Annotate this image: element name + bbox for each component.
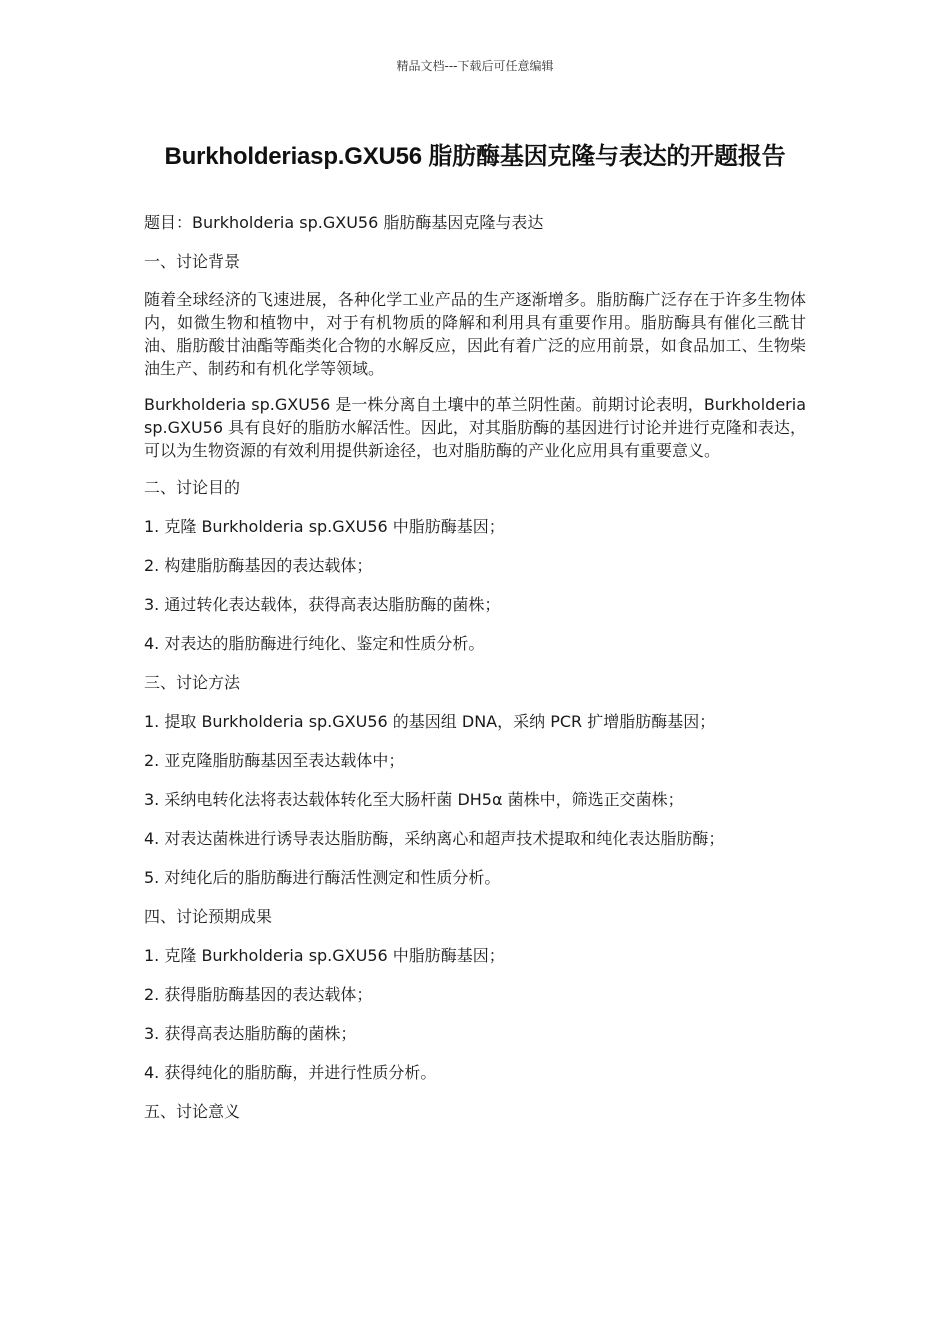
purpose-item: 2. 构建脂肪酶基因的表达载体； [144, 556, 373, 575]
page-header-watermark: 精品文档---下载后可任意编辑 [396, 59, 554, 73]
result-item: 3. 获得高表达脂肪酶的菌株； [144, 1024, 357, 1043]
section-heading-significance: 五、讨论意义 [144, 1102, 241, 1121]
purpose-item: 1. 克隆 Burkholderia sp.GXU56 中脂肪酶基因； [144, 517, 505, 536]
purpose-item: 3. 通过转化表达载体，获得高表达脂肪酶的菌株； [144, 595, 501, 614]
subject-line: 题目：Burkholderia sp.GXU56 脂肪酶基因克隆与表达 [144, 213, 544, 232]
purpose-item: 4. 对表达的脂肪酶进行纯化、鉴定和性质分析。 [144, 634, 485, 653]
section-heading-background: 一、讨论背景 [144, 252, 241, 271]
document-body [144, 210, 806, 1138]
section-heading-methods: 三、讨论方法 [144, 673, 241, 692]
result-item: 1. 克隆 Burkholderia sp.GXU56 中脂肪酶基因； [144, 946, 505, 965]
background-paragraph: Burkholderia sp.GXU56 是一株分离自土壤中的革兰阴性菌。前期讨论表明，Burkholderia sp.GXU56 具有良好的脂肪水解活性。因此，对其脂肪酶的基因进行讨论并进行克隆和表达，可以为生物资源的有效利用提供新途径，也对脂肪酶的产业化应用具有重要意义。 [144, 395, 806, 460]
document-title: Burkholderiasp.GXU56 脂肪酶基因克隆与表达的开题报告 [164, 143, 786, 170]
method-item: 5. 对纯化后的脂肪酶进行酶活性测定和性质分析。 [144, 868, 501, 887]
method-item: 4. 对表达菌株进行诱导表达脂肪酶，采纳离心和超声技术提取和纯化表达脂肪酶； [144, 829, 725, 848]
method-item: 2. 亚克隆脂肪酶基因至表达载体中； [144, 751, 405, 770]
result-item: 4. 获得纯化的脂肪酶，并进行性质分析。 [144, 1063, 437, 1082]
background-paragraph: 随着全球经济的飞速进展，各种化学工业产品的生产逐渐增多。脂肪酶广泛存在于许多生物体内，如微生物和植物中，对于有机物质的降解和利用具有重要作用。脂肪酶具有催化三酰甘油、脂肪酸甘油酯等酯类化合物的水解反应，因此有着广泛的应用前景，如食品加工、生物柴油生产、制药和有机化学等领域。 [144, 290, 806, 378]
section-heading-purpose: 二、讨论目的 [144, 478, 241, 497]
result-item: 2. 获得脂肪酶基因的表达载体； [144, 985, 373, 1004]
method-item: 3. 采纳电转化法将表达载体转化至大肠杆菌 DH5α 菌株中，筛选正交菌株； [144, 790, 684, 809]
section-heading-expected-results: 四、讨论预期成果 [144, 907, 273, 926]
method-item: 1. 提取 Burkholderia sp.GXU56 的基因组 DNA，采纳 PCR 扩增脂肪酶基因； [144, 712, 716, 731]
